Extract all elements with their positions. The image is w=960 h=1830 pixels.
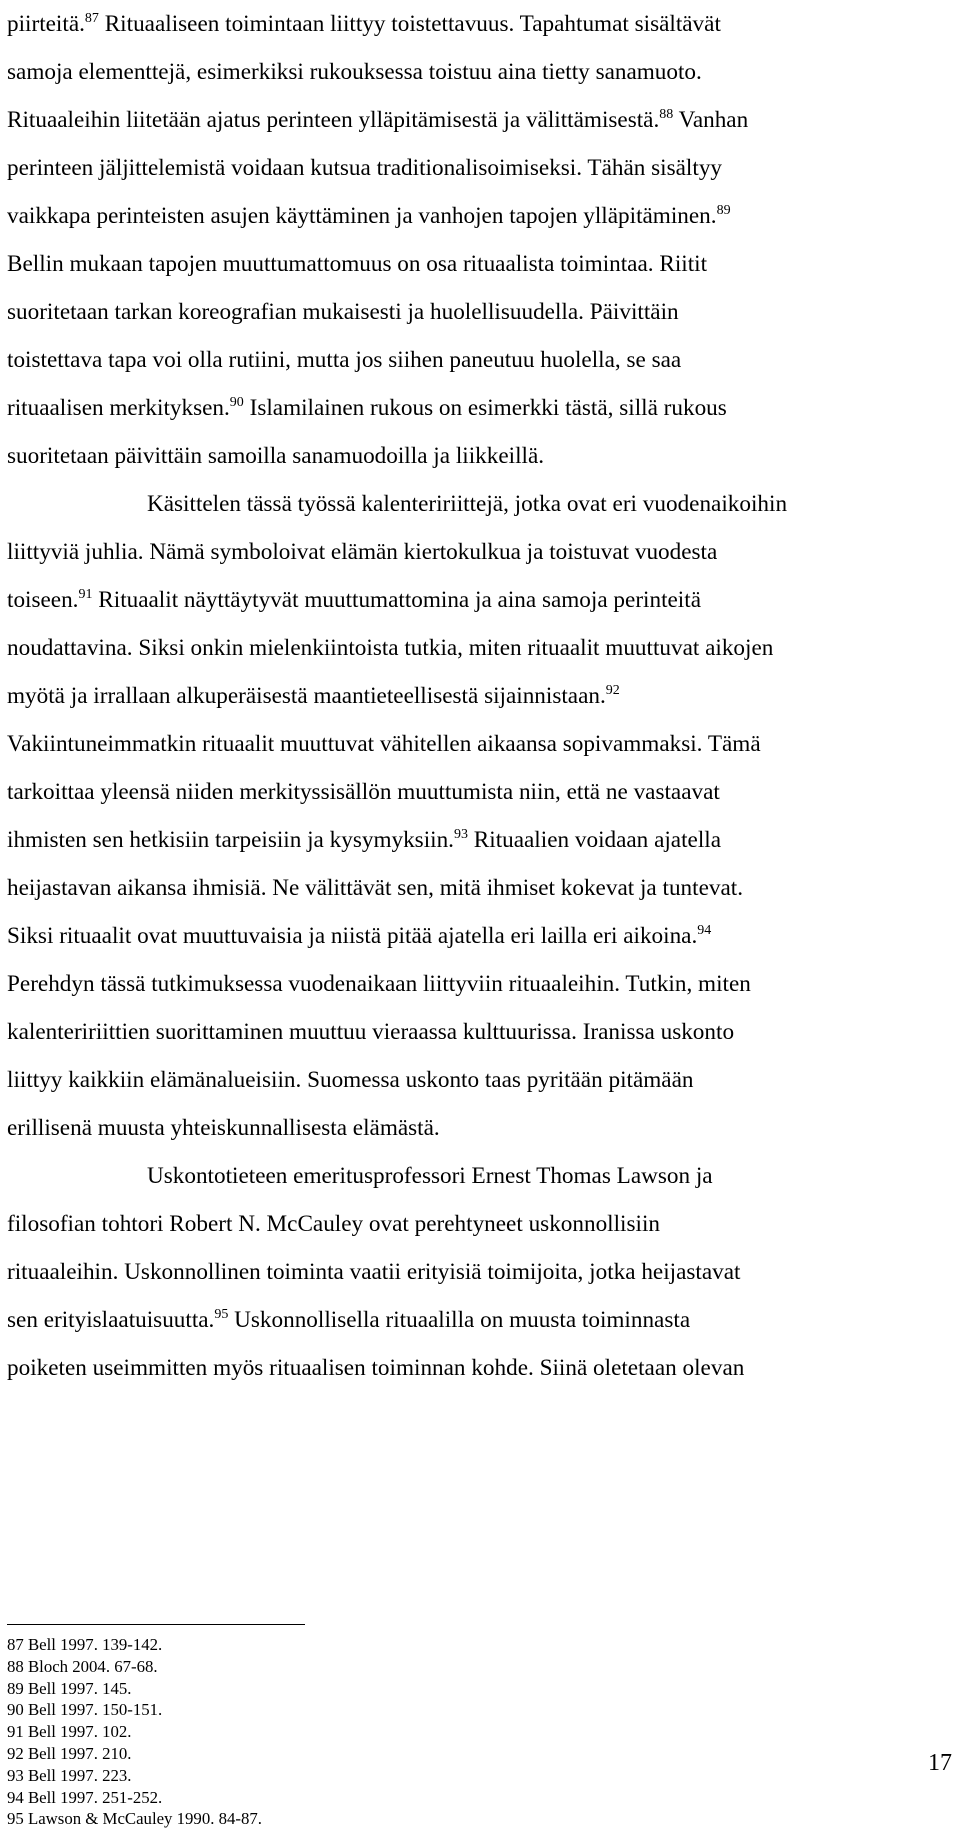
footnote-item: 89 Bell 1997. 145. bbox=[7, 1678, 132, 1698]
text-segment: Perehdyn tässä tutkimuksessa vuodenaikaan liittyviin rituaaleihin. Tutkin, miten bbox=[7, 971, 751, 997]
text-segment: piirteitä. bbox=[7, 11, 85, 37]
text-segment: toistettava tapa voi olla rutiini, mutta jos siihen paneutuu huolella, se saa bbox=[7, 347, 682, 373]
footnote-item: 93 Bell 1997. 223. bbox=[7, 1765, 132, 1785]
text-segment: ihmisten sen hetkisiin tarpeisiin ja kysymyksiin. bbox=[7, 827, 454, 853]
body-line bbox=[7, 768, 947, 816]
body-line bbox=[7, 336, 947, 384]
text-segment: noudattavina. Siksi onkin mielenkiintoista tutkia, miten rituaalit muuttuvat aikojen bbox=[7, 635, 774, 661]
text-segment: Vakiintuneimmatkin rituaalit muuttuvat vähitellen aikaansa sopivammaksi. Tämä bbox=[7, 731, 761, 757]
text-segment: Rituaalien voidaan ajatella bbox=[467, 827, 722, 853]
body-line bbox=[7, 288, 947, 336]
footnote-item: 95 Lawson & McCauley 1990. 84-87. bbox=[7, 1809, 262, 1829]
text-segment: heijastavan aikansa ihmisiä. Ne välittävät sen, mitä ihmiset kokevat ja tuntevat. bbox=[7, 875, 743, 901]
body-line bbox=[7, 528, 947, 576]
footnote-reference: 87 bbox=[84, 11, 99, 26]
footnote-item: 91 Bell 1997. 102. bbox=[7, 1722, 132, 1742]
body-line bbox=[7, 384, 947, 432]
text-segment: Vanhan bbox=[673, 107, 749, 133]
body-line bbox=[7, 1152, 947, 1200]
text-segment: Käsittelen tässä työssä kalenteririittejä, jotka ovat eri vuodenaikoihin bbox=[147, 491, 788, 517]
body-line bbox=[7, 816, 947, 864]
body-line bbox=[7, 1200, 947, 1248]
footnotes-list bbox=[7, 1634, 262, 1830]
footnote-reference: 88 bbox=[659, 107, 674, 122]
text-segment: tarkoittaa yleensä niiden merkityssisällön muuttumista niin, että ne vastaavat bbox=[7, 779, 720, 805]
page-number: 17 bbox=[928, 1750, 952, 1776]
body-line bbox=[7, 864, 947, 912]
body-text bbox=[7, 0, 947, 1392]
text-segment: rituaaleihin. Uskonnollinen toiminta vaatii erityisiä toimijoita, jotka heijastavat bbox=[7, 1259, 741, 1285]
footnote-separator bbox=[7, 1624, 305, 1625]
text-segment: myötä ja irrallaan alkuperäisestä maantieteellisestä sijainnistaan. bbox=[7, 683, 606, 709]
text-segment: vaikkapa perinteisten asujen käyttäminen ja vanhojen tapojen ylläpitäminen. bbox=[7, 203, 717, 229]
text-segment: poiketen useimmitten myös rituaalisen toiminnan kohde. Siinä oletetaan olevan bbox=[7, 1355, 745, 1381]
text-segment: liittyviä juhlia. Nämä symboloivat elämän kiertokulkua ja toistuvat vuodesta bbox=[7, 539, 718, 565]
footnote-item: 87 Bell 1997. 139-142. bbox=[7, 1635, 163, 1654]
body-line bbox=[7, 48, 947, 96]
text-segment: liittyy kaikkiin elämänalueisiin. Suomessa uskonto taas pyritään pitämään bbox=[7, 1067, 694, 1093]
footnote-reference: 91 bbox=[78, 587, 93, 602]
footnote-item: 90 Bell 1997. 150-151. bbox=[7, 1700, 163, 1720]
body-line bbox=[7, 1008, 947, 1056]
body-line bbox=[7, 576, 947, 624]
footnote-reference: 90 bbox=[229, 395, 244, 410]
text-segment: Uskonnollisella rituaalilla on muusta toiminnasta bbox=[228, 1307, 691, 1333]
body-line bbox=[7, 960, 947, 1008]
body-line bbox=[7, 912, 947, 960]
body-line bbox=[7, 96, 947, 144]
text-segment: Rituaaleihin liitetään ajatus perinteen ylläpitämisestä ja välittämisestä. bbox=[7, 107, 660, 133]
footnote-item: 88 Bloch 2004. 67-68. bbox=[7, 1656, 158, 1676]
body-line bbox=[7, 720, 947, 768]
footnote-reference: 92 bbox=[605, 683, 620, 698]
body-line bbox=[7, 240, 947, 288]
text-segment: kalenteririittien suorittaminen muuttuu vieraassa kulttuurissa. Iranissa uskonto bbox=[7, 1019, 735, 1045]
text-segment: Rituaalit näyttäytyvät muuttumattomina ja aina samoja perinteitä bbox=[92, 587, 701, 613]
text-segment: sen erityislaatuisuutta. bbox=[7, 1307, 215, 1333]
text-segment: suoritetaan päivittäin samoilla sanamuodoilla ja liikkeillä. bbox=[7, 443, 545, 469]
body-line bbox=[7, 624, 947, 672]
footnote-item: 92 Bell 1997. 210. bbox=[7, 1743, 132, 1763]
body-line bbox=[7, 1344, 947, 1392]
footnote-reference: 93 bbox=[453, 827, 468, 842]
text-segment: Uskontotieteen emeritusprofessori Ernest Thomas Lawson ja bbox=[147, 1163, 713, 1189]
body-line bbox=[7, 672, 947, 720]
text-segment: suoritetaan tarkan koreografian mukaisesti ja huolellisuudella. Päivittäin bbox=[7, 299, 679, 325]
footnote-reference: 94 bbox=[697, 923, 712, 938]
footnote-item: 94 Bell 1997. 251-252. bbox=[7, 1787, 163, 1807]
body-line bbox=[7, 480, 947, 528]
body-line bbox=[7, 192, 947, 240]
body-line bbox=[7, 1248, 947, 1296]
text-segment: perinteen jäljittelemistä voidaan kutsua traditionalisoimiseksi. Tähän sisältyy bbox=[7, 155, 723, 181]
body-line bbox=[7, 1056, 947, 1104]
text-segment: Islamilainen rukous on esimerkki tästä, sillä rukous bbox=[243, 395, 727, 421]
text-segment: erillisenä muusta yhteiskunnallisesta elämästä. bbox=[7, 1115, 440, 1141]
body-line bbox=[7, 144, 947, 192]
text-segment: samoja elementtejä, esimerkiksi rukouksessa toistuu aina tietty sanamuoto. bbox=[7, 59, 702, 85]
footnote-reference: 89 bbox=[716, 203, 731, 218]
body-line bbox=[7, 1104, 947, 1152]
body-line bbox=[7, 0, 947, 48]
text-segment: Bellin mukaan tapojen muuttumattomuus on osa rituaalista toimintaa. Riitit bbox=[7, 251, 708, 277]
body-line bbox=[7, 432, 947, 480]
text-segment: rituaalisen merkityksen. bbox=[7, 395, 230, 421]
text-segment: Siksi rituaalit ovat muuttuvaisia ja niistä pitää ajatella eri lailla eri aikoina. bbox=[7, 923, 698, 949]
footnote-reference: 95 bbox=[214, 1307, 229, 1322]
text-segment: filosofian tohtori Robert N. McCauley ovat perehtyneet uskonnollisiin bbox=[7, 1211, 660, 1237]
text-segment: toiseen. bbox=[7, 587, 79, 613]
text-segment: Rituaaliseen toimintaan liittyy toistettavuus. Tapahtumat sisältävät bbox=[98, 11, 721, 37]
body-line bbox=[7, 1296, 947, 1344]
